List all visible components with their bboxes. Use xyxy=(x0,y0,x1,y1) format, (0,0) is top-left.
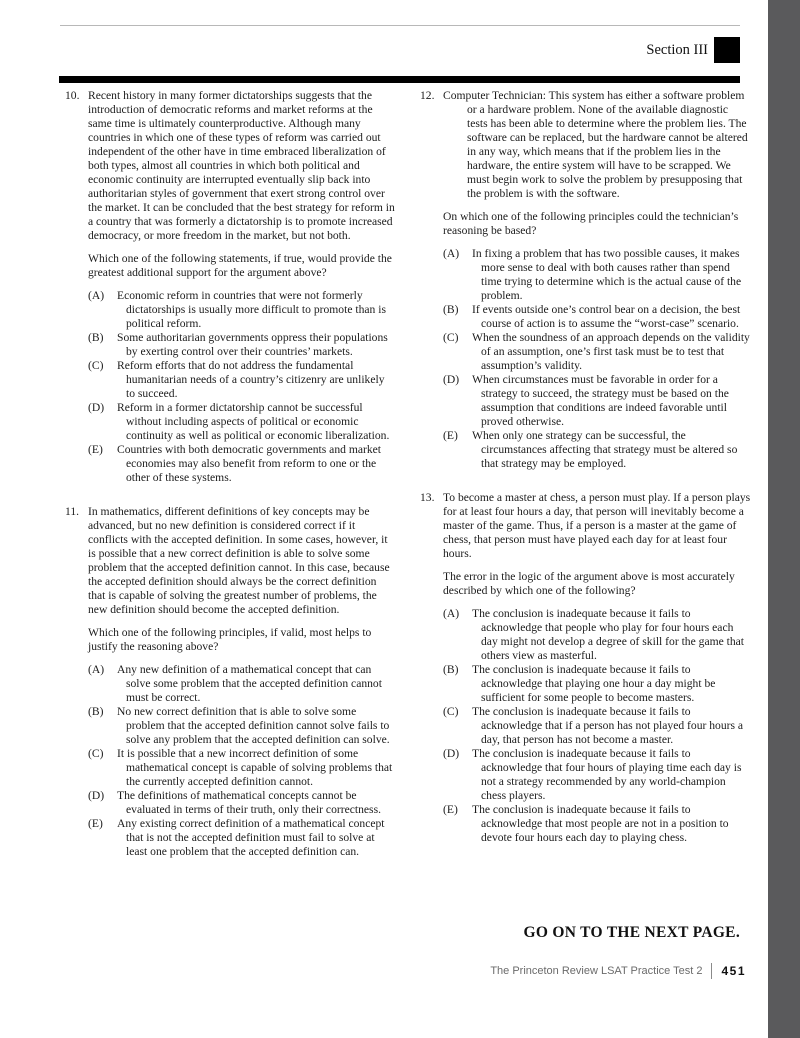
question-13 xyxy=(420,491,751,845)
choice-letter: (B) xyxy=(443,303,459,316)
choice-text: When only one strategy can be successful, the circumstances affecting that strategy must be altered so that strategy may be employed. xyxy=(472,429,738,470)
answer-choice xyxy=(88,289,396,331)
choice-letter: (C) xyxy=(443,705,459,718)
answer-choice xyxy=(88,331,396,359)
question-stem: On which one of the following principles could the technician’s reasoning be based? xyxy=(443,210,739,237)
answer-choice xyxy=(88,789,396,817)
footer-book-title: The Princeton Review LSAT Practice Test 2 xyxy=(490,965,703,977)
choice-text: Some authoritarian governments oppress their populations by exerting control over their countries’ markets. xyxy=(117,331,388,358)
answer-choice xyxy=(443,803,751,845)
answer-choice xyxy=(88,817,396,859)
choice-letter: (B) xyxy=(88,705,104,718)
question-number: 11. xyxy=(65,505,80,518)
choice-text: Any existing correct definition of a mathematical concept that is not the accepted definition must fail to solve at least one problem that the accepted definition can. xyxy=(117,817,385,858)
question-11 xyxy=(65,505,396,859)
choice-text: The conclusion is inadequate because it fails to acknowledge that four hours of playing time each day is not a strategy recommended by any world-champion chess players. xyxy=(472,747,742,802)
choice-letter: (A) xyxy=(88,289,105,302)
choice-text: If events outside one’s control bear on a decision, the best course of action is to assume the “worst-case” scenario. xyxy=(472,303,741,330)
header-divider xyxy=(60,25,740,26)
choice-letter: (A) xyxy=(443,607,460,620)
question-body xyxy=(443,491,751,845)
section-rule xyxy=(59,76,740,83)
choice-letter: (A) xyxy=(88,663,105,676)
choice-text: Countries with both democratic governments and market economies may also benefit from reform to one or the other of these systems. xyxy=(117,443,382,484)
page-edge-bar xyxy=(768,0,800,1038)
choice-letter: (C) xyxy=(443,331,459,344)
answer-choice xyxy=(443,705,751,747)
section-marker-square xyxy=(714,37,740,63)
question-stimulus: In mathematics, different definitions of key concepts may be advanced, but no new definition is considered correct if it conflicts with the accepted definition. In some cases, however, it is possible that a new correct definition is able to solve some problem that the accepted definition cannot. In this case, because the accepted definition should always be the correct definition that is capable of solving the greatest number of problems, the new definition should become the accepted definition. xyxy=(88,505,390,616)
choice-text: The conclusion is inadequate because it fails to acknowledge that if a person has not played four hours a day, that person has not become a master. xyxy=(472,705,744,746)
question-number: 12. xyxy=(420,89,435,102)
choice-text: The conclusion is inadequate because it fails to acknowledge that most people are not in a position to devote four hours each day to playing chess. xyxy=(472,803,729,844)
choice-letter: (C) xyxy=(88,359,104,372)
choice-text: The conclusion is inadequate because it fails to acknowledge that people who play for four hours each day might not develop a degree of skill for the game that others view as masterful. xyxy=(472,607,745,662)
question-number: 13. xyxy=(420,491,435,504)
column-left xyxy=(65,89,396,879)
column-right xyxy=(420,89,751,865)
choice-text: Reform in a former dictatorship cannot be successful without including aspects of political or economic continuity as well as political or economic liberalization. xyxy=(117,401,390,442)
choice-letter: (A) xyxy=(443,247,460,260)
choice-text: Economic reform in countries that were not formerly dictatorships is usually more difficult to promote than is political reform. xyxy=(117,289,386,330)
answer-choice xyxy=(443,747,751,803)
choice-letter: (E) xyxy=(88,817,103,830)
page-footer xyxy=(490,963,746,979)
choice-letter: (D) xyxy=(88,401,105,414)
question-body xyxy=(88,89,396,485)
question-stimulus: To become a master at chess, a person must play. If a person plays for at least four hours a day, that person will inevitably become a master of the game. Thus, if a person is a master at the game of chess, that person must have played each day for at least four hours. xyxy=(443,491,751,560)
choice-text: The conclusion is inadequate because it fails to acknowledge that playing one hour a day might be sufficient for some people to become masters. xyxy=(472,663,716,704)
question-10 xyxy=(65,89,396,485)
go-on-instruction: GO ON TO THE NEXT PAGE. xyxy=(523,924,740,941)
question-number: 10. xyxy=(65,89,80,102)
answer-choice xyxy=(88,401,396,443)
answer-choice xyxy=(443,429,751,471)
answer-choice xyxy=(443,607,751,663)
question-stem: Which one of the following principles, if valid, most helps to justify the reasoning above? xyxy=(88,626,372,653)
footer-divider xyxy=(711,963,712,979)
footer-page-number: 451 xyxy=(721,964,746,978)
question-body xyxy=(443,89,751,471)
answer-choice xyxy=(443,247,751,303)
question-stimulus: Computer Technician: This system has either a software problem or a hardware problem. None of the available diagnostic tests has been able to determine where the problem lies. The software can be replaced, but the hardware cannot be altered in any way, which means that if the problem lies in the hardware, the entire system will have to be scrapped. We must begin work to solve the problem by presupposing that the problem is with the software. xyxy=(443,89,748,200)
answer-choice xyxy=(443,303,751,331)
choice-letter: (E) xyxy=(443,429,458,442)
choice-text: The definitions of mathematical concepts cannot be evaluated in terms of their truth, only their correctness. xyxy=(117,789,381,816)
question-12 xyxy=(420,89,751,471)
choice-text: When circumstances must be favorable in order for a strategy to succeed, the strategy must be based on the assumption that conditions are indeed favorable until proved otherwise. xyxy=(472,373,729,428)
choice-text: When the soundness of an approach depends on the validity of an assumption, one’s first task must be to test that assumption’s validity. xyxy=(472,331,750,372)
choice-letter: (D) xyxy=(88,789,105,802)
choice-letter: (D) xyxy=(443,373,460,386)
choice-letter: (B) xyxy=(88,331,104,344)
answer-choice xyxy=(88,705,396,747)
answer-choice xyxy=(443,373,751,429)
choice-letter: (E) xyxy=(88,443,103,456)
answer-choice xyxy=(88,663,396,705)
answer-choice xyxy=(88,359,396,401)
answer-choice xyxy=(443,663,751,705)
choice-text: No new correct definition that is able to solve some problem that the accepted definition cannot solve fails to solve any problem that the accepted definition can solve. xyxy=(117,705,390,746)
question-stem: The error in the logic of the argument above is most accurately described by which one of the following? xyxy=(443,570,735,597)
choice-letter: (B) xyxy=(443,663,459,676)
section-label: Section III xyxy=(646,42,708,58)
question-body xyxy=(88,505,396,859)
choice-letter: (D) xyxy=(443,747,460,760)
question-stimulus: Recent history in many former dictatorships suggests that the introduction of democratic reforms and market reforms at the same time is ultimately counterproductive. Although many countries in which one of these types of reform was carried out independent of the other have in time embraced liberalization of both types, almost all countries in which both political and economic continuity are interrupted eventually slip back into authoritarian styles of government that exert strong control over the market. It can be concluded that the best strategy for reform in a country that was formerly a dictatorship is to promote increased democracy, or more freedom in the market, but not both. xyxy=(88,89,395,242)
choice-letter: (C) xyxy=(88,747,104,760)
choice-text: Any new definition of a mathematical concept that can solve some problem that the accepted definition cannot must be correct. xyxy=(117,663,382,704)
answer-choice xyxy=(88,747,396,789)
answer-choice xyxy=(443,331,751,373)
question-stem: Which one of the following statements, if true, would provide the greatest additional support for the argument above? xyxy=(88,252,392,279)
section-header xyxy=(59,37,740,64)
choice-letter: (E) xyxy=(443,803,458,816)
choice-text: It is possible that a new incorrect definition of some mathematical concept is capable of solving problems that the currently accepted definition cannot. xyxy=(117,747,393,788)
answer-choice xyxy=(88,443,396,485)
choice-text: Reform efforts that do not address the fundamental humanitarian needs of a country’s citizenry are unlikely to succeed. xyxy=(117,359,385,400)
choice-text: In fixing a problem that has two possible causes, it makes more sense to deal with both causes rather than spend time trying to determine which is the actual cause of the problem. xyxy=(472,247,742,302)
